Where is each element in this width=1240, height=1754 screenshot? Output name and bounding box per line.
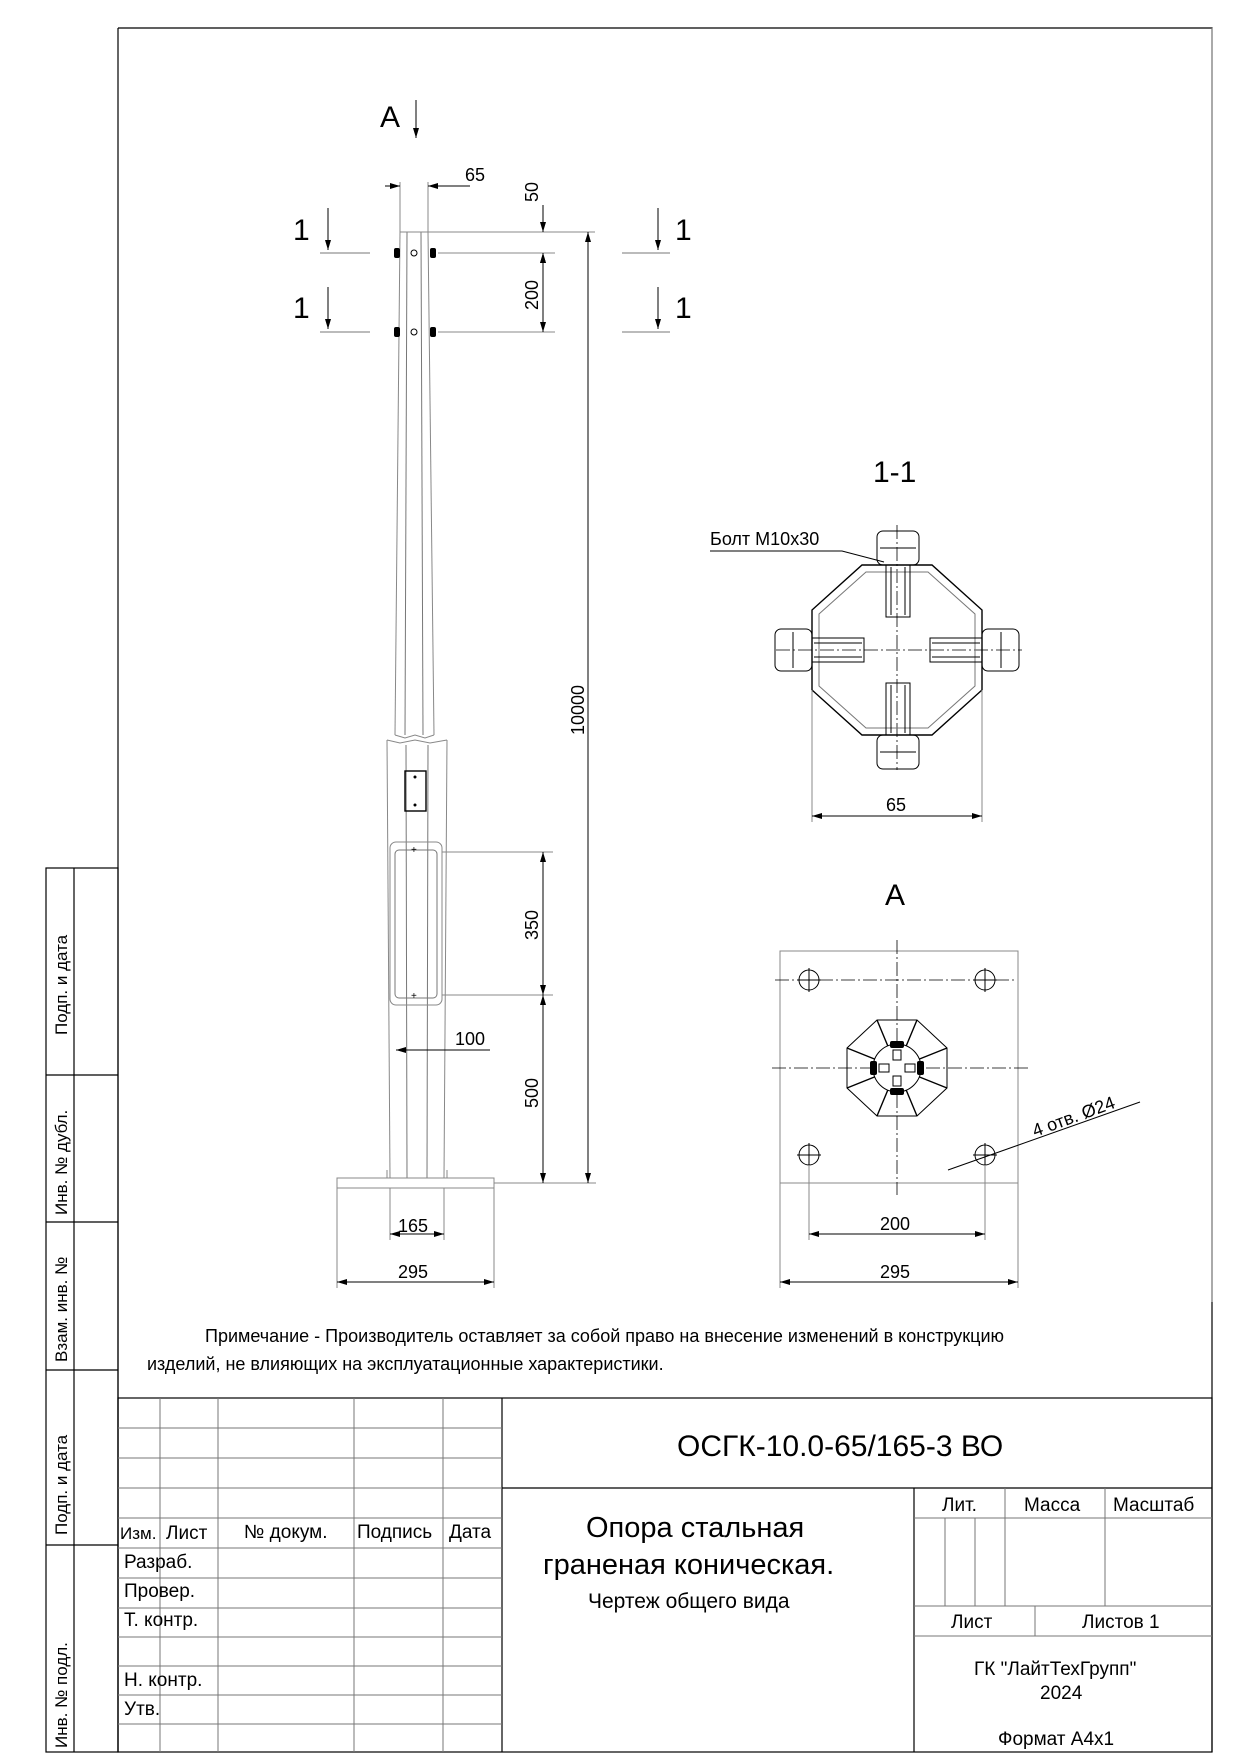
- dim-bolt-spacing: 200: [880, 1214, 911, 1234]
- lit-header: Лит.: [942, 1495, 977, 1516]
- sheet-format: Формат А4х1: [998, 1729, 1115, 1750]
- row-razrab: Разраб.: [124, 1552, 193, 1573]
- sheets-count: Листов 1: [1082, 1612, 1160, 1633]
- row-utv: Утв.: [124, 1699, 161, 1720]
- col-date: Дата: [449, 1522, 492, 1543]
- note-line-2: изделий, не влияющих на эксплуатационные характеристики.: [147, 1354, 664, 1374]
- side-stamp: [46, 868, 118, 1752]
- view-a-title: A: [885, 879, 906, 912]
- dim-holes: 4 отв. Ø24: [1029, 1092, 1118, 1141]
- section-mark-bl: 1: [293, 292, 310, 325]
- dim-hatch-width: 100: [455, 1029, 486, 1049]
- bolt-callout: Болт М10х30: [710, 529, 820, 549]
- view-a-base-plate: [772, 879, 1140, 1288]
- title-block: [118, 1398, 1212, 1752]
- section-mark-tl: 1: [293, 214, 310, 247]
- dim-hole-spacing: 200: [522, 279, 542, 310]
- row-tkontr: Т. контр.: [124, 1610, 199, 1631]
- stamp-inv-podl: Инв. № подл.: [52, 1642, 71, 1748]
- designation: ОСГК-10.0-65/165-3 ВО: [677, 1430, 1004, 1463]
- masshtab-header: Масштаб: [1113, 1495, 1195, 1516]
- dim-base-offset: 500: [522, 1077, 542, 1108]
- sheet-frame: [118, 28, 1212, 1752]
- dim-section-width: 65: [886, 795, 907, 815]
- col-list: Лист: [166, 1523, 208, 1544]
- dim-flange-width: 295: [398, 1262, 429, 1282]
- dim-base-diameter: 165: [398, 1216, 429, 1236]
- name-line-2: граненая коническая.: [543, 1549, 835, 1581]
- stamp-podp-data-2: Подп. и дата: [52, 1434, 71, 1535]
- stamp-vzam-inv: Взам. инв. №: [52, 1256, 71, 1362]
- col-izm: Изм.: [120, 1524, 157, 1543]
- company-name: ГК "ЛайтТехГрупп": [974, 1659, 1137, 1680]
- row-nkontr: Н. контр.: [124, 1670, 203, 1691]
- col-doc: № докум.: [244, 1522, 328, 1543]
- section-1-1: [710, 456, 1022, 822]
- row-prover: Провер.: [124, 1581, 196, 1602]
- note: [147, 1326, 1004, 1374]
- pole-side-view: [293, 100, 692, 1288]
- dim-hatch-height: 350: [522, 909, 542, 940]
- stamp-inv-dubl: Инв. № дубл.: [52, 1109, 71, 1215]
- section-mark-tr: 1: [675, 214, 692, 247]
- section-mark-br: 1: [675, 292, 692, 325]
- section-title: 1-1: [873, 456, 917, 489]
- svg-text:+: +: [411, 991, 417, 1002]
- col-sign: Подпись: [357, 1522, 433, 1543]
- dim-top-width: 65: [465, 165, 486, 185]
- view-a-label-top: A: [380, 101, 401, 134]
- dim-height: 10000: [568, 684, 588, 735]
- name-line-1: Опора стальная: [586, 1512, 805, 1544]
- year: 2024: [1040, 1683, 1083, 1704]
- doc-type: Чертеж общего вида: [588, 1590, 790, 1613]
- stamp-podp-data-1: Подп. и дата: [52, 934, 71, 1035]
- sheet-label: Лист: [951, 1612, 993, 1633]
- dim-plate-width: 295: [880, 1262, 911, 1282]
- dim-top-offset: 50: [522, 181, 542, 202]
- massa-header: Масса: [1024, 1495, 1081, 1516]
- note-line-1: Примечание - Производитель оставляет за собой право на внесение изменений в конструкцию: [205, 1326, 1004, 1346]
- svg-text:+: +: [411, 845, 417, 856]
